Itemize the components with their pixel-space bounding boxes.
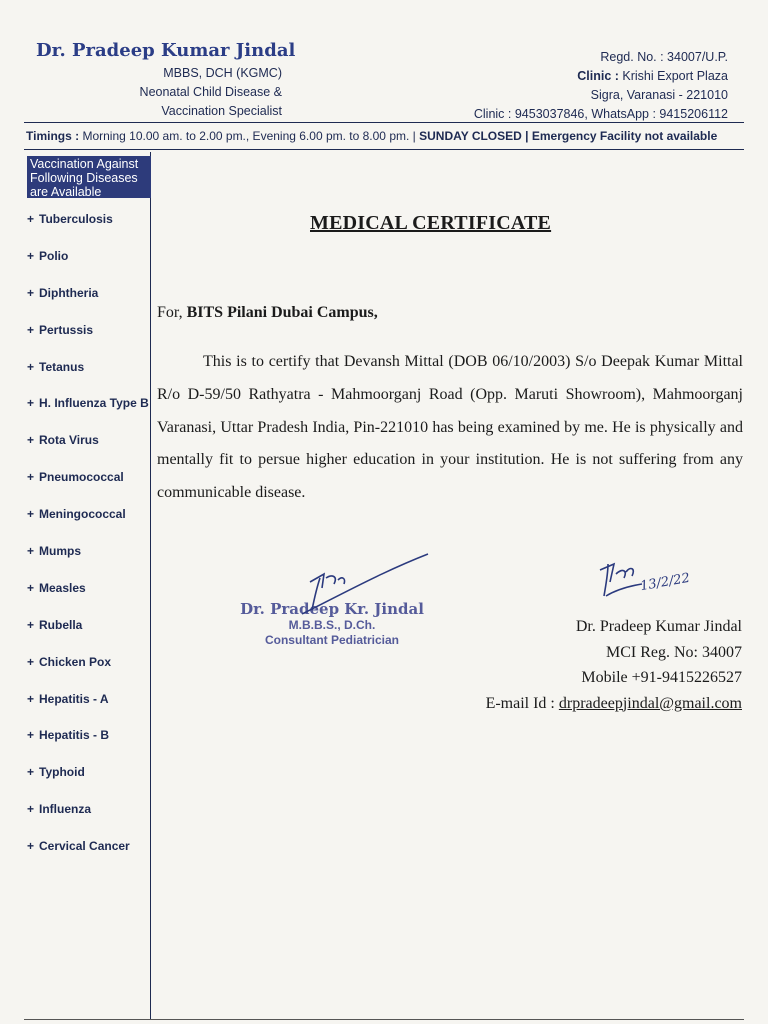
- plus-icon: +: [27, 765, 35, 780]
- salutation-prefix: For,: [157, 304, 183, 321]
- plus-icon: +: [27, 617, 35, 632]
- signatory-block: [486, 614, 742, 716]
- vaccine-item: [27, 728, 149, 765]
- signatory-name: Dr. Pradeep Kumar Jindal: [575, 618, 742, 635]
- recipient: BITS Pilani Dubai Campus,: [186, 304, 378, 321]
- vaccine-name: Pertussis: [39, 322, 94, 337]
- plus-icon: +: [27, 248, 35, 263]
- plus-icon: +: [27, 507, 35, 522]
- plus-icon: +: [27, 322, 35, 337]
- signature-date: 13/2/22: [639, 570, 692, 595]
- plus-icon: +: [27, 544, 35, 559]
- plus-icon: +: [27, 691, 35, 706]
- signatory-mobile: Mobile +91-9415226527: [581, 669, 742, 686]
- plus-icon: +: [27, 433, 35, 448]
- footer-rule: [24, 1019, 744, 1020]
- vaccine-item: [27, 544, 149, 581]
- plus-icon: +: [27, 396, 35, 411]
- plus-icon: +: [27, 580, 35, 595]
- vaccine-item: [27, 692, 149, 729]
- timings-label: Timings :: [26, 129, 80, 143]
- clinic-timings: [26, 129, 717, 143]
- vaccine-name: Polio: [39, 248, 69, 263]
- speciality-line-2: Vaccination Specialist: [161, 104, 282, 118]
- sidebar-divider: [150, 152, 151, 1020]
- clinic-details: [474, 48, 728, 124]
- vaccine-item: [27, 581, 149, 618]
- vaccine-name: Measles: [39, 580, 86, 595]
- vaccine-name: Hepatitis - B: [39, 728, 110, 743]
- vaccine-name: Tuberculosis: [39, 212, 113, 226]
- vaccine-name: Hepatitis - A: [39, 691, 109, 706]
- plus-icon: +: [27, 470, 35, 485]
- vaccine-name: Chicken Pox: [39, 654, 112, 669]
- plus-icon: +: [27, 285, 35, 300]
- vaccine-name: Diphtheria: [39, 285, 99, 300]
- vaccine-item: [27, 802, 149, 839]
- vaccination-heading: Vaccination Against Following Diseases are Available: [27, 156, 151, 198]
- plus-icon: +: [27, 839, 35, 854]
- certificate-body-text: This is to certify that Devansh Mittal (DOB 06/10/2003) S/o Deepak Kumar Mittal R/o D-59/50 Rathyatra - Mahmoorganj Road (Opp. Maruti Showroom), Mahmoorganj Varanasi, Uttar Pradesh India, Pin-221010 has being examined by me. He is physically and mentally fit to persue higher education in your institution. He is not suffering from any communicable disease.: [157, 353, 743, 502]
- email-label: E-mail Id :: [485, 694, 555, 712]
- header-rule-bottom: [24, 149, 744, 150]
- doctor-qualifications: [140, 64, 282, 121]
- plus-icon: +: [27, 212, 35, 226]
- timings-text: Morning 10.00 am. to 2.00 pm., Evening 6.00 pm. to 8.00 pm. |: [82, 129, 416, 143]
- vaccine-item: [27, 212, 149, 249]
- vaccine-item: [27, 249, 149, 286]
- qualification: MBBS, DCH (KGMC): [163, 66, 282, 80]
- plus-icon: +: [27, 654, 35, 669]
- vaccine-name: Pneumococcal: [39, 470, 124, 485]
- vaccine-name: Rubella: [39, 617, 83, 632]
- email-link[interactable]: drpradeepjindal@gmail.com: [558, 694, 742, 712]
- signatory-email-line: [486, 691, 742, 717]
- certificate-body: [157, 346, 743, 510]
- vaccine-item: [27, 396, 149, 433]
- stamp-role: Consultant Pediatrician: [264, 633, 400, 647]
- vaccine-item: [27, 433, 149, 470]
- vaccine-name: Cervical Cancer: [39, 839, 130, 854]
- doctor-name-heading: Dr. Pradeep Kumar Jindal: [36, 40, 296, 61]
- vaccine-item: [27, 765, 149, 802]
- vaccine-item: [27, 470, 149, 507]
- vaccine-name: Meningococcal: [39, 507, 126, 522]
- vaccine-name: Typhoid: [39, 765, 85, 780]
- salutation: [157, 304, 378, 322]
- vaccine-name: Influenza: [39, 802, 92, 817]
- vaccination-list: [27, 212, 149, 876]
- vaccine-name: H. Influenza Type B: [39, 396, 149, 411]
- certificate-title: MEDICAL CERTIFICATE: [310, 212, 552, 234]
- vaccine-item: [27, 286, 149, 323]
- vaccine-item: [27, 618, 149, 655]
- plus-icon: +: [27, 359, 35, 374]
- clinic-address-line-2: Sigra, Varanasi - 221010: [590, 88, 728, 102]
- stamp-name: Dr. Pradeep Kr. Jindal: [240, 600, 424, 618]
- vaccine-name: Tetanus: [39, 359, 85, 374]
- clinic-phone: Clinic : 9453037846, WhatsApp : 9415206112: [473, 107, 728, 121]
- speciality-line-1: Neonatal Child Disease &: [139, 85, 282, 99]
- registration-number: Regd. No. : 34007/U.P.: [600, 50, 728, 64]
- plus-icon: +: [27, 802, 35, 817]
- vaccine-item: [27, 323, 149, 360]
- clinic-address: Krishi Export Plaza: [622, 69, 728, 83]
- stamp-signature: [282, 548, 432, 618]
- sunday-closed: SUNDAY CLOSED: [419, 129, 522, 143]
- header-rule-top: [24, 122, 744, 123]
- signatory-mci: MCI Reg. No: 34007: [606, 643, 742, 661]
- vaccine-item: [27, 507, 149, 544]
- vaccine-name: Rota Virus: [39, 433, 99, 448]
- vaccine-item: [27, 360, 149, 397]
- clinic-address-line-1: [474, 67, 728, 86]
- emergency-note: | Emergency Facility not available: [525, 129, 718, 143]
- stamp-degree: M.B.B.S., D.Ch.: [288, 618, 376, 632]
- vaccine-item: [27, 839, 149, 876]
- vaccine-item: [27, 655, 149, 692]
- plus-icon: +: [27, 728, 35, 743]
- clinic-label: Clinic :: [577, 69, 619, 83]
- vaccine-name: Mumps: [39, 544, 81, 559]
